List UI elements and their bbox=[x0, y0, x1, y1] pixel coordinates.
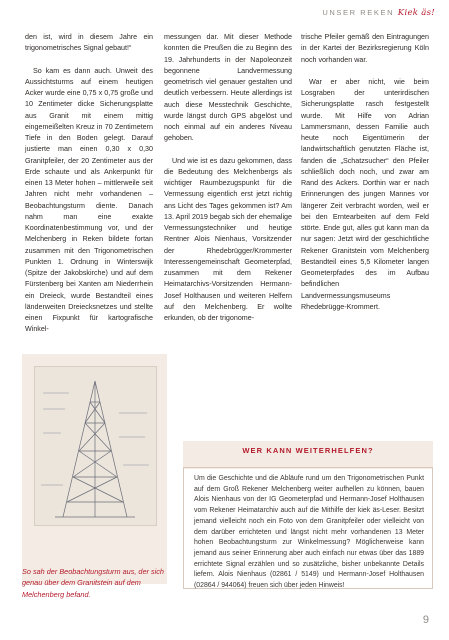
figure-frame bbox=[22, 354, 167, 584]
help-infobox bbox=[183, 446, 433, 590]
paragraph: War er aber nicht, wie beim Losgraben der unterirdischen Sicherungsplatte rasch festgestellt wurde. Mit Hilfe von Adrian Lammersmann, dessen Familie auch heute noch Eigentümerin der landwirtschaftlich genutzten Fläche ist, fanden die „Schatzsucher“ den Pfeiler schließlich doch noch, und zwar am Rand des Ackers. Dorthin war er nach Erinnerungen des jungen Mannes vor längerer Zeit verbracht worden, weil er bei den Erntearbeiten auf dem Feld störte. Ende gut, alles gut kann man da nur sagen: Jetzt wird der geschichtliche Rekener Granitstein vom Melchenberg Bestandteil eines 5,5 Kilometer langen Geometerpfades des im Aufbau befindlichen Landvermessungsmuseums Rhedebrügge-Krommert. bbox=[301, 77, 429, 311]
figure-caption: So sah der Beobachtungsturm aus, der sich genau über dem Granitstein auf dem Melchenberg befand. bbox=[22, 567, 164, 599]
article-column-1 bbox=[25, 32, 153, 336]
paragraph: So kam es dann auch. Unweit des Aussichtsturms auf einem heutigen Acker wurde eine 0,75 x 0,75 große und 10 Zentimeter dicke Sicherungsplatte aus Granit mit einem mittig eingemeißelten Kreuz in 70 Zentimetern Tiefe in den Boden gelegt. Darauf justierte man einen 0,30 x 0,30 Granitpfeiler, der 20 Zentimeter aus der Erde schaute und als Ankerpunkt für einen 13 Meter hohen – mittlerweile seit Jahren nicht mehr vorhandenen – Beobachtungsturm diente. Danach nahm man eine exakte Koordinatenbestimmung vor, und der Melchenberg in Reken bildete fortan zusammen mit den Trigonometrischen Punkten 1. Ordnung in Winterswijk (Spitze der Jakobskirche) und auf dem Fürstenberg bei Xanten am Niederrhein ein Dreieck, wurde Bestandteil eines länderweiten Dreiecksnetzes und stellte einen Fixpunkt für kartografische Winkel- bbox=[25, 66, 153, 334]
page-number: 9 bbox=[422, 614, 429, 626]
article-column-2 bbox=[164, 32, 292, 324]
paragraph: den ist, wird in diesem Jahre ein trigonometrisches Signal gebaut!“ bbox=[25, 33, 153, 53]
infobox-title: WER KANN WEITERHELFEN? bbox=[242, 446, 374, 455]
header-section: UNSER REKEN bbox=[322, 8, 395, 17]
tower-drawing-photo bbox=[34, 366, 157, 526]
header-brand: Kiek äs! bbox=[397, 8, 435, 18]
paragraph: trische Pfeiler gemäß den Eintragungen in der Kartei der Bezirksregierung Köln noch vorhanden war. bbox=[301, 33, 429, 64]
paragraph: Und wie ist es dazu gekommen, dass die Bedeutung des Melchenbergs als wichtiger Raumbezugspunkt für die Vermessung eigentlich erst jetzt richtig ans Licht des Tages gekommen ist? Am 13. April 2019 begab sich der ehemalige Vermessungstechniker und heutige Rentner Alois Nienhaus, Vorsitzender der Rhedebrügger/Krommerter Interessengemeinschaft Geometerpfad, zusammen mit dem Rekener Heimatarchivs-Vorsitzenden Hermann-Josef Holthausen und weiteren Helfern auf den Melchenberg. Er wollte erkunden, ob der trigonome- bbox=[164, 156, 292, 322]
article-column-3 bbox=[301, 32, 429, 313]
infobox-text: Um die Geschichte und die Abläufe rund um den Trigonometrischen Punkt auf dem Groß Rekener Melchenberg weiter aufhellen zu können, bauen Alois Nienhaus von der IG Geometerpfad und Hermann-Josef Holthausen vom Rekener Heimatarchiv auch auf die Mithilfe der kiek äs-Leser. Besitzt jemand vielleicht noch ein Foto von dem Granitpfeiler oder vielleicht von dem darüber errichteten und längst nicht mehr vorhandenen 13 Meter hohen Beobachtungsturm zur Winkelmessung? Möglicherweise kann jemand aus seiner Erinnerung aber auch einfach nur etwas über das 1889 errichtete Signal erzählen und so zusätzliche, bisher unbekannte Details liefern. Alois Nienhaus (02861 / 5149) und Hermann-Josef Holthausen (02864 / 944064) freuen sich über jeden Hinweis! bbox=[194, 475, 424, 590]
tower-sketch-image bbox=[35, 367, 156, 525]
running-header bbox=[322, 8, 435, 18]
paragraph: messungen dar. Mit dieser Methode konnten die Preußen die zu Beginn des 19. Jahrhunderts in der Napoleonzeit begonnene Landvermessung geometrisch viel genauer gestalten und deutlich verbessern. Heute allerdings ist auch diese Messtechnik Geschichte, wurde längst durch GPS abgelöst und noch einmal auf ein anderes Niveau gehoben. bbox=[164, 33, 292, 143]
